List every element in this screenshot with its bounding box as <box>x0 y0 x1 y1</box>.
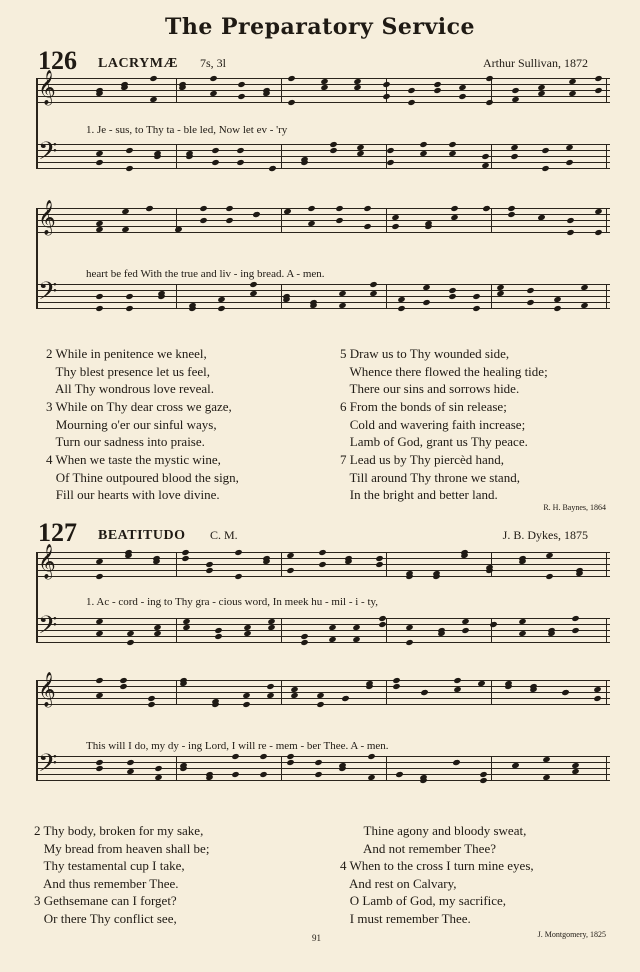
note-head <box>286 753 294 760</box>
note-head <box>485 99 493 106</box>
verse: 5 Draw us to Thy wounded side, Whence there flowed the healing tide; There our sins and sorrows hide. <box>340 346 548 397</box>
note-head <box>314 771 322 778</box>
staff-line <box>36 642 610 643</box>
note-head <box>95 293 103 300</box>
note-head <box>391 223 399 230</box>
note-head <box>300 639 308 646</box>
note-head <box>593 695 601 702</box>
note-head <box>268 165 276 172</box>
barline <box>281 552 282 577</box>
barline <box>386 284 387 309</box>
note-head <box>507 205 515 212</box>
note-head <box>211 159 219 166</box>
note-head <box>510 153 518 160</box>
staff-line <box>36 162 610 163</box>
note-head <box>405 573 413 580</box>
note-head <box>422 299 430 306</box>
note-head <box>205 561 213 568</box>
bass-staff <box>36 277 610 312</box>
bass-clef-icon: 𝄢 <box>38 611 58 646</box>
note-head <box>157 293 165 300</box>
note-head <box>489 621 497 628</box>
note-head <box>126 759 134 766</box>
lyrics-line: heart be fed With the true and liv - ing bread. A - men. <box>86 268 325 280</box>
note-head <box>341 695 349 702</box>
barline <box>606 284 607 309</box>
bass-staff <box>36 611 610 646</box>
treble-clef-icon: 𝄞 <box>38 672 56 707</box>
note-head <box>386 159 394 166</box>
note-head <box>363 205 371 212</box>
note-head <box>231 771 239 778</box>
hymn-number: 127 <box>38 518 77 547</box>
staff-line <box>36 756 610 757</box>
note-head <box>307 205 315 212</box>
note-head <box>541 147 549 154</box>
staff-line <box>36 156 610 157</box>
note-head <box>119 683 127 690</box>
note-head <box>316 701 324 708</box>
note-head <box>553 305 561 312</box>
note-head <box>433 87 441 94</box>
note-head <box>259 771 267 778</box>
note-head <box>181 555 189 562</box>
system-brace <box>36 552 38 643</box>
note-head <box>382 93 390 100</box>
note-head <box>375 561 383 568</box>
bass-staff <box>36 749 610 784</box>
note-head <box>545 573 553 580</box>
barline <box>176 680 177 705</box>
treble-clef-icon: 𝄞 <box>38 200 56 235</box>
verse: 3 While on Thy dear cross we gaze, Mourning o'er our sinful ways, Turn our sadness into praise. <box>46 399 232 450</box>
note-head <box>211 147 219 154</box>
note-head <box>481 153 489 160</box>
note-head <box>479 777 487 784</box>
hymn-number: 126 <box>38 46 77 75</box>
note-head <box>566 217 574 224</box>
note-head <box>448 287 456 294</box>
note-head <box>259 753 267 760</box>
note-head <box>145 205 153 212</box>
verse: 7 Lead us by Thy piercèd hand, Till around Thy throne we stand, In the bright and better land. <box>340 452 520 503</box>
barline <box>606 144 607 169</box>
note-head <box>249 281 257 288</box>
note-head <box>526 299 534 306</box>
note-head <box>318 561 326 568</box>
staff-line <box>36 226 610 227</box>
bass-staff <box>36 137 610 172</box>
note-head <box>461 627 469 634</box>
barline <box>176 618 177 643</box>
note-head <box>217 305 225 312</box>
note-head <box>242 701 250 708</box>
bass-clef-icon: 𝄢 <box>38 277 58 312</box>
note-head <box>205 567 213 574</box>
staff-line <box>36 290 610 291</box>
note-head <box>225 217 233 224</box>
note-head <box>450 205 458 212</box>
note-head <box>287 99 295 106</box>
note-head <box>188 305 196 312</box>
note-head <box>318 549 326 556</box>
note-head <box>95 765 103 772</box>
note-head <box>482 205 490 212</box>
bass-clef-icon: 𝄢 <box>38 137 58 172</box>
note-head <box>149 75 157 82</box>
note-head <box>231 753 239 760</box>
note-head <box>367 753 375 760</box>
note-head <box>126 639 134 646</box>
barline <box>176 144 177 169</box>
note-head <box>392 683 400 690</box>
staff-line <box>36 570 610 571</box>
barline <box>606 680 607 705</box>
note-head <box>472 305 480 312</box>
staff-line <box>36 780 610 781</box>
note-head <box>386 147 394 154</box>
verse: 6 From the bonds of sin release; Cold and wavering faith increase; Lamb of God, grant us Thy peace. <box>340 399 528 450</box>
note-head <box>199 205 207 212</box>
composer: Arthur Sullivan, 1872 <box>483 56 588 70</box>
note-head <box>214 633 222 640</box>
barline <box>491 680 492 705</box>
note-head <box>95 305 103 312</box>
note-head <box>448 293 456 300</box>
staff-line <box>36 220 610 221</box>
lyrics-line: 1. Je - sus, to Thy ta - ble led, Now let ev - 'ry <box>86 124 288 136</box>
note-head <box>504 683 512 690</box>
note-head <box>125 165 133 172</box>
page-title: The Preparatory Service <box>164 14 475 40</box>
verse: 4 When we taste the mystic wine, Of Thine outpoured blood the sign, Fill our hearts with love divine. <box>46 452 239 503</box>
note-head <box>214 627 222 634</box>
note-head <box>566 229 574 236</box>
note-head <box>453 677 461 684</box>
staff-line <box>36 102 610 103</box>
verse: 2 While in penitence we kneel, Thy blest presence let us feel, All Thy wondrous love reveal. <box>46 346 215 397</box>
note-head <box>237 93 245 100</box>
note-head <box>95 159 103 166</box>
treble-staff <box>36 544 610 579</box>
barline <box>281 618 282 643</box>
staff-line <box>36 296 610 297</box>
author-credit: R. H. Baynes, 1864 <box>543 503 606 512</box>
note-head <box>95 759 103 766</box>
staff-line <box>36 232 610 233</box>
note-head <box>95 677 103 684</box>
barline <box>281 208 282 233</box>
lyrics-line: 1. Ac - cord - ing to Thy gra - cious word, In meek hu - mil - i - ty, <box>86 596 379 608</box>
note-head <box>95 573 103 580</box>
note-head <box>407 99 415 106</box>
note-head <box>314 759 322 766</box>
note-head <box>405 639 413 646</box>
note-head <box>225 205 233 212</box>
note-head <box>236 159 244 166</box>
note-head <box>571 615 579 622</box>
note-head <box>286 567 294 574</box>
barline <box>386 680 387 705</box>
staff-line <box>36 150 610 151</box>
barline <box>491 144 492 169</box>
barline <box>606 618 607 643</box>
staff-line <box>36 308 610 309</box>
barline <box>386 552 387 577</box>
note-head <box>565 159 573 166</box>
barline <box>606 756 607 781</box>
note-head <box>237 81 245 88</box>
note-head <box>363 223 371 230</box>
note-head <box>375 555 383 562</box>
barline <box>176 78 177 103</box>
note-head <box>511 87 519 94</box>
barline <box>176 756 177 781</box>
system-brace <box>36 208 38 309</box>
tune-name: BEATITUDO <box>98 528 186 543</box>
note-head <box>594 229 602 236</box>
note-head <box>433 81 441 88</box>
note-head <box>252 211 260 218</box>
note-head <box>526 287 534 294</box>
note-head <box>397 305 405 312</box>
barline <box>176 552 177 577</box>
staff-line <box>36 208 610 209</box>
note-head <box>234 549 242 556</box>
barline <box>491 284 492 309</box>
note-head <box>125 147 133 154</box>
note-head <box>382 81 390 88</box>
staff-line <box>36 698 610 699</box>
barline <box>491 756 492 781</box>
tune-name: LACRYMÆ <box>98 56 179 71</box>
barline <box>281 144 282 169</box>
meter: 7s, 3l <box>200 56 227 70</box>
system-brace <box>36 78 38 169</box>
staff-line <box>36 636 610 637</box>
note-head <box>236 147 244 154</box>
note-head <box>369 281 377 288</box>
staff-line <box>36 576 610 577</box>
verse: 2 Thy body, broken for my sake, My bread from heaven shall be; Thy testamental cup I take, And thus remember Thee. <box>34 823 210 891</box>
note-head <box>335 205 343 212</box>
note-head <box>329 147 337 154</box>
note-head <box>472 293 480 300</box>
staff-line <box>36 762 610 763</box>
note-head <box>234 573 242 580</box>
note-head <box>420 689 428 696</box>
barline <box>386 756 387 781</box>
staff-line <box>36 768 610 769</box>
barline <box>491 208 492 233</box>
treble-staff <box>36 70 610 105</box>
composer: J. B. Dykes, 1875 <box>502 528 588 542</box>
note-head <box>335 217 343 224</box>
staff-line <box>36 302 610 303</box>
barline <box>281 756 282 781</box>
staff-line <box>36 96 610 97</box>
note-head <box>419 141 427 148</box>
note-head <box>485 75 493 82</box>
staff-line <box>36 774 610 775</box>
note-head <box>154 765 162 772</box>
barline <box>606 78 607 103</box>
note-head <box>287 75 295 82</box>
barline <box>281 680 282 705</box>
note-head <box>125 293 133 300</box>
note-head <box>266 683 274 690</box>
note-head <box>479 771 487 778</box>
lyrics-line: This will I do, my dy - ing Lord, I will re - mem - ber Thee. A - men. <box>86 740 389 752</box>
note-head <box>507 211 515 218</box>
note-head <box>395 771 403 778</box>
barline <box>606 552 607 577</box>
treble-clef-icon: 𝄞 <box>38 544 56 579</box>
bass-clef-icon: 𝄢 <box>38 749 58 784</box>
note-head <box>594 87 602 94</box>
note-head <box>181 549 189 556</box>
note-head <box>199 217 207 224</box>
barline <box>386 208 387 233</box>
note-head <box>209 75 217 82</box>
treble-clef-icon: 𝄞 <box>38 70 56 105</box>
note-head <box>571 627 579 634</box>
staff-line <box>36 284 610 285</box>
treble-staff <box>36 672 610 707</box>
note-head <box>147 701 155 708</box>
barline <box>386 144 387 169</box>
note-head <box>286 759 294 766</box>
treble-staff <box>36 200 610 235</box>
staff-line <box>36 168 610 169</box>
barline <box>386 618 387 643</box>
note-head <box>561 689 569 696</box>
note-head <box>594 75 602 82</box>
note-head <box>458 93 466 100</box>
author-credit: J. Montgomery, 1825 <box>537 930 606 939</box>
note-head <box>125 305 133 312</box>
page-number: 91 <box>312 933 321 943</box>
staff-line <box>36 624 610 625</box>
note-head <box>448 141 456 148</box>
note-head <box>407 87 415 94</box>
staff-line <box>36 144 610 145</box>
note-head <box>452 759 460 766</box>
meter: C. M. <box>210 528 238 542</box>
system-brace <box>36 680 38 781</box>
barline <box>176 284 177 309</box>
note-head <box>541 165 549 172</box>
barline <box>606 208 607 233</box>
verse: 3 Gethsemane can I forget? Or there Thy conflict see, <box>34 893 177 926</box>
staff-line <box>36 214 610 215</box>
verse: 4 When to the cross I turn mine eyes, And rest on Calvary, O Lamb of God, my sacrifice, I must remember Thee. <box>340 858 534 926</box>
barline <box>281 78 282 103</box>
verse: Thine agony and bloody sweat, And not remember Thee? <box>363 823 527 856</box>
